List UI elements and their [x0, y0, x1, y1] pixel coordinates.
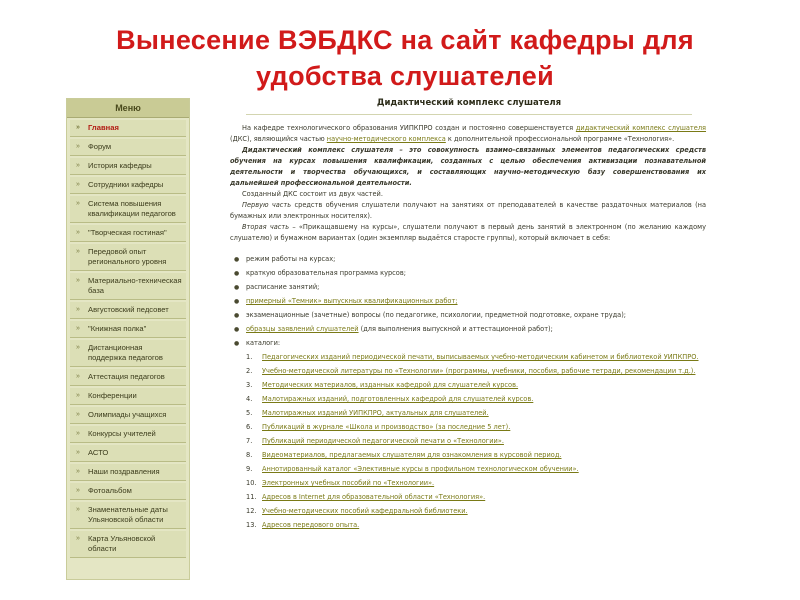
catalog-number: 11. — [246, 493, 257, 501]
catalog-link[interactable]: Адресов в Internet для образовательной области «Технология». — [262, 493, 486, 501]
list-item-text: (для выполнения выпускной и аттестационной работ); — [358, 325, 553, 333]
definition-text: Дидактический комплекс слушателя – это совокупность взаимо-связанных элементов педагогических средств обучения на курсах повышения квалификации, созданных с целью обеспечения активизации познавательной деятельности и творчества обучающихся, и составляющих научно-методическую базу совершенствования их дальнейшей профессиональной деятельности. — [230, 146, 706, 187]
list-item-text: каталоги: — [246, 339, 281, 347]
menu-item-label: АСТО — [88, 448, 109, 457]
list-item-text: экзаменационные (зачетные) вопросы (по педагогике, психологии, предметной подготовке, охране труда); — [246, 311, 627, 319]
menu-item-label: Карта Ульяновской области — [88, 534, 156, 553]
intro-text-3: к дополнительной профессиональной программе «Технология». — [445, 135, 675, 143]
catalog-number: 1. — [246, 353, 253, 361]
catalog-item — [246, 450, 712, 461]
catalog-item — [246, 464, 712, 475]
catalog-item — [246, 506, 712, 517]
catalog-number: 13. — [246, 521, 257, 529]
menu-item[interactable] — [70, 244, 186, 271]
nmk-link[interactable]: научно-методического комплекса — [326, 135, 446, 143]
arrow-icon: » — [76, 535, 80, 542]
list-item — [234, 282, 712, 293]
catalog-item — [246, 380, 712, 391]
list-item — [234, 268, 712, 279]
catalog-item — [246, 492, 712, 503]
menu-item-label: Конференции — [88, 391, 137, 400]
catalog-item — [246, 478, 712, 489]
main-content — [216, 98, 712, 580]
menu-item[interactable] — [70, 407, 186, 424]
menu-item[interactable] — [70, 340, 186, 367]
arrow-icon: » — [76, 344, 80, 351]
menu-item-label: Знаменательные даты Ульяновской области — [88, 505, 168, 524]
arrow-icon: » — [76, 468, 80, 475]
menu-item-label: Дистанционная поддержка педагогов — [88, 343, 163, 362]
menu-item[interactable] — [70, 483, 186, 500]
catalog-link[interactable]: Методических материалов, изданных кафедрой для слушателей курсов. — [262, 381, 519, 389]
menu-item-label: Передовой опыт регионального уровня — [88, 247, 167, 266]
catalog-list — [246, 352, 712, 531]
arrow-icon: » — [76, 229, 80, 236]
menu-item[interactable] — [70, 369, 186, 386]
menu-item-label: История кафедры — [88, 161, 152, 170]
second-part-label: Вторая часть — [242, 223, 290, 231]
catalog-number: 12. — [246, 507, 257, 515]
menu-item[interactable] — [70, 321, 186, 338]
definition-paragraph — [230, 145, 706, 189]
catalog-number: 10. — [246, 479, 257, 487]
catalog-item — [246, 422, 712, 433]
catalog-number: 7. — [246, 437, 253, 445]
menu-list — [67, 120, 189, 558]
arrow-icon: » — [76, 373, 80, 380]
menu-item-label: Августовский педсовет — [88, 305, 169, 314]
first-part-paragraph — [230, 200, 706, 222]
menu-item[interactable] — [70, 445, 186, 462]
catalog-item — [246, 352, 712, 363]
arrow-icon: » — [76, 277, 80, 284]
menu-item-label: Главная — [88, 123, 119, 132]
intro-text: На кафедре технологического образования УИПКПРО создан и постоянно совершенствуется — [242, 124, 576, 132]
menu-item-label: Форум — [88, 142, 112, 151]
menu-item-label: Фотоальбом — [88, 486, 132, 495]
menu-item[interactable] — [70, 302, 186, 319]
catalog-item — [246, 436, 712, 447]
menu-item[interactable] — [70, 196, 186, 223]
arrow-icon: » — [76, 430, 80, 437]
arrow-icon: » — [76, 181, 80, 188]
catalog-item — [246, 366, 712, 377]
second-part-text: – «Прикащавшему на курсы», слушатели получают в первый день занятий в электронном (по желанию каждому слушателю) и бумажном вариантах (один экземпляр выдаётся старосте группы), который включает в себя: — [230, 223, 706, 242]
slide-title — [60, 22, 750, 94]
menu-item-label: "Книжная полка" — [88, 324, 147, 333]
list-item-link[interactable]: образцы заявлений слушателей — [246, 325, 359, 333]
slide-title-line2: удобства слушателей — [256, 61, 554, 91]
list-item — [234, 254, 712, 265]
menu-item-label: Аттестация педагогов — [88, 372, 165, 381]
catalog-link[interactable]: Малотиражных изданий, подготовленных кафедрой для слушателей курсов. — [262, 395, 534, 403]
menu-item[interactable] — [70, 225, 186, 242]
menu-item[interactable] — [70, 139, 186, 156]
catalog-number: 3. — [246, 381, 253, 389]
arrow-icon: » — [76, 200, 80, 207]
menu-item[interactable] — [70, 502, 186, 529]
catalog-link[interactable]: Аннотированный каталог «Элективные курсы в профильном технологическом обучении». — [262, 465, 579, 473]
menu-item-label: Наши поздравления — [88, 467, 160, 476]
catalog-link[interactable]: Педагогических изданий периодической печати, выписываемых учебно-методическим кабинетом и библиотекой УИПКПРО. — [262, 353, 699, 361]
catalog-link[interactable]: Публикаций периодической педагогической печати о «Технологии». — [262, 437, 504, 445]
menu-item-label: Сотрудники кафедры — [88, 180, 164, 189]
menu-item[interactable] — [70, 273, 186, 300]
menu-item[interactable] — [70, 464, 186, 481]
second-part-paragraph — [230, 222, 706, 244]
list-item — [234, 296, 712, 307]
menu-item[interactable] — [70, 177, 186, 194]
catalog-number: 8. — [246, 451, 253, 459]
arrow-icon: » — [76, 248, 80, 255]
site-menu — [66, 98, 190, 580]
arrow-icon: » — [76, 306, 80, 313]
catalog-link[interactable]: Учебно-методических пособий кафедральной библиотеки. — [262, 507, 468, 515]
menu-item-label: "Творческая гостиная" — [88, 228, 167, 237]
menu-header: Меню — [67, 99, 189, 118]
arrow-icon: » — [76, 392, 80, 399]
arrow-icon: » — [76, 411, 80, 418]
first-part-text: средств обучения слушатели получают на занятиях от преподавателей в качестве раздаточных материалов (на бумажных или электронных носителях). — [230, 201, 706, 220]
catalog-item — [246, 394, 712, 405]
catalog-link[interactable]: Видеоматериалов, предлагаемых слушателям для ознакомления в курсовой период. — [262, 451, 562, 459]
arrow-icon: » — [76, 506, 80, 513]
catalog-link[interactable]: Учебно-методической литературы по «Технологии» (программы, учебники, пособия, рабочие тетради, рекомендации т.д.). — [262, 367, 696, 375]
intro-paragraph — [230, 123, 706, 145]
list-item-text: расписание занятий; — [246, 283, 320, 291]
arrow-icon: » — [76, 325, 80, 332]
catalog-item — [246, 408, 712, 419]
menu-item[interactable] — [70, 426, 186, 443]
catalog-link[interactable]: Адресов передового опыта. — [262, 521, 360, 529]
menu-item[interactable] — [70, 158, 186, 175]
list-item — [234, 338, 712, 349]
catalog-number: 6. — [246, 423, 253, 431]
contents-list — [234, 254, 712, 349]
list-item — [234, 324, 712, 335]
first-part-label: Первую часть — [242, 201, 292, 209]
structure-paragraph: Созданный ДКС состоит из двух частей. — [242, 190, 383, 198]
arrow-icon: » — [76, 124, 80, 131]
menu-item[interactable] — [70, 120, 186, 137]
dks-link[interactable]: дидактический комплекс слушателя — [575, 124, 707, 132]
catalog-link[interactable]: Электронных учебных пособий по «Технологии». — [262, 479, 435, 487]
arrow-icon: » — [76, 162, 80, 169]
menu-item[interactable] — [70, 388, 186, 405]
list-item-link[interactable]: примерный «Темник» выпускных квалификационных работ; — [246, 297, 458, 305]
intro-text-2: (ДКС), являющийся частью — [230, 135, 327, 143]
arrow-icon: » — [76, 143, 80, 150]
content-title: Дидактический комплекс слушателя — [246, 98, 692, 115]
catalog-item — [246, 520, 712, 531]
menu-item-label: Конкурсы учителей — [88, 429, 156, 438]
catalog-number: 4. — [246, 395, 253, 403]
arrow-icon: » — [76, 449, 80, 456]
menu-item-label: Система повышения квалификации педагогов — [88, 199, 176, 218]
catalog-number: 2. — [246, 367, 253, 375]
menu-item-label: Олимпиады учащихся — [88, 410, 167, 419]
list-item-text: режим работы на курсах; — [246, 255, 336, 263]
catalog-link[interactable]: Малотиражных изданий УИПКПРО, актуальных для слушателей. — [262, 409, 489, 417]
menu-item[interactable] — [70, 531, 186, 558]
arrow-icon: » — [76, 487, 80, 494]
list-item — [234, 310, 712, 321]
list-item-text: краткую образовательная программа курсов; — [246, 269, 406, 277]
catalog-link[interactable]: Публикаций в журнале «Школа и производство» (за последние 5 лет). — [262, 423, 511, 431]
slide-title-line1: Вынесение ВЭБДКС на сайт кафедры для — [116, 25, 694, 55]
menu-item-label: Материально-техническая база — [88, 276, 182, 295]
catalog-number: 9. — [246, 465, 253, 473]
catalog-number: 5. — [246, 409, 253, 417]
